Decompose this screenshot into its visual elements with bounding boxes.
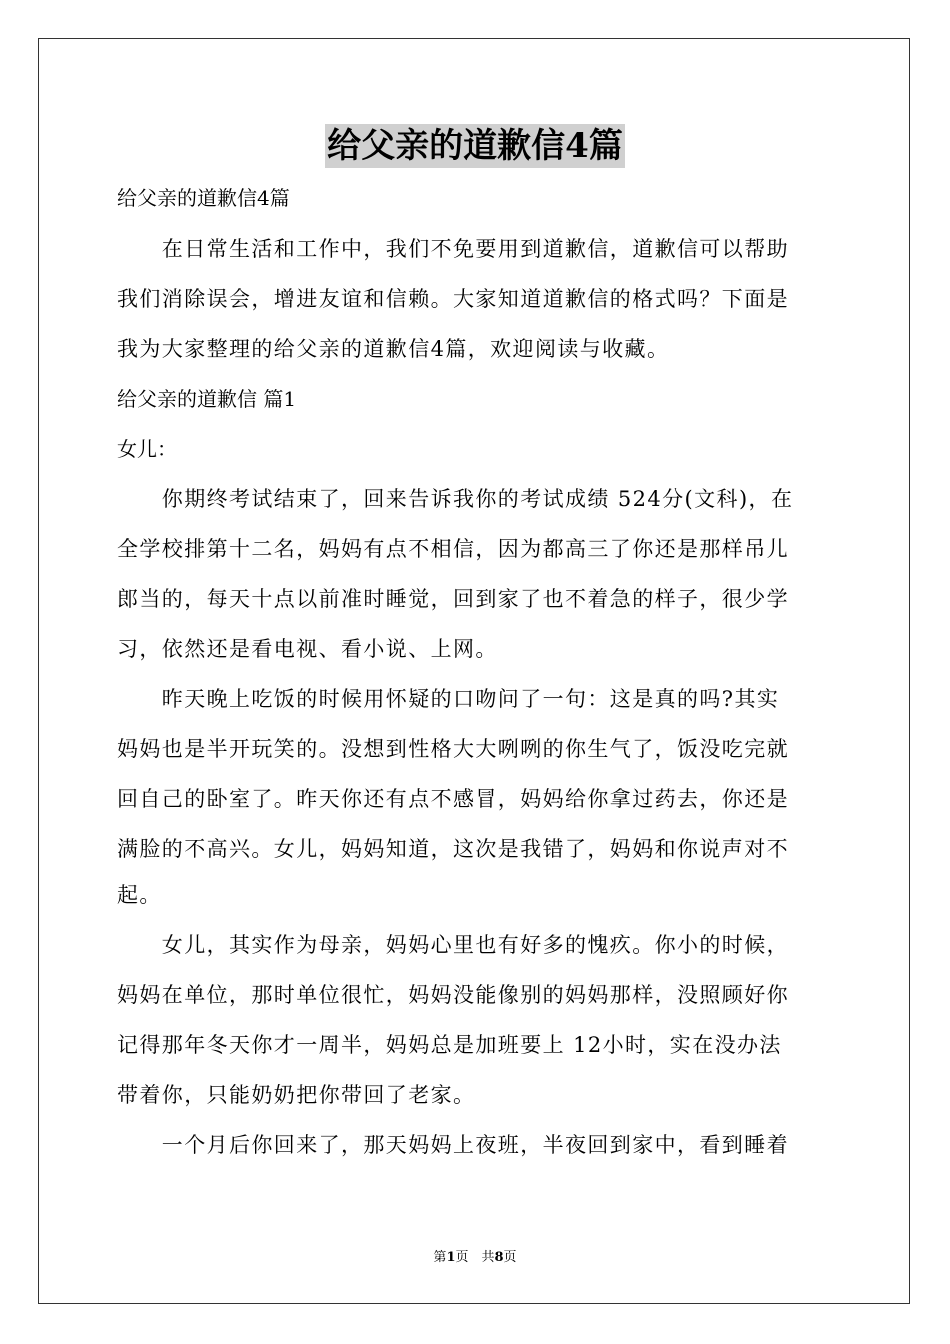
paragraph-line: 记得那年冬天你才一周半，妈妈总是加班要上 12小时，实在没办法 — [117, 1033, 782, 1057]
salutation: 女儿： — [117, 437, 177, 461]
document-title: 给父亲的道歉信4篇 — [327, 126, 623, 166]
paragraph-line: 我们消除误会，增进友谊和信赖。大家知道道歉信的格式吗？下面是 — [117, 287, 789, 311]
paragraph-line: 女儿，其实作为母亲，妈妈心里也有好多的愧疚。你小的时候， — [117, 933, 789, 957]
paragraph-line: 一个月后你回来了，那天妈妈上夜班，半夜回到家中，看到睡着 — [117, 1133, 789, 1157]
section-heading: 给父亲的道歉信 篇1 — [117, 387, 297, 411]
footer-page-suffix: 页 — [503, 1250, 517, 1265]
page-border — [38, 38, 910, 1304]
paragraph-line: 全学校排第十二名，妈妈有点不相信，因为都高三了你还是那样吊儿 — [117, 537, 789, 561]
footer-page-current: 1 — [446, 1250, 456, 1265]
paragraph-line: 我为大家整理的给父亲的道歉信4篇，欢迎阅读与收藏。 — [117, 337, 670, 361]
paragraph-line: 郎当的，每天十点以前准时睡觉，回到家了也不着急的样子，很少学 — [117, 587, 789, 611]
title-container — [0, 124, 950, 168]
paragraph-line: 妈妈也是半开玩笑的。没想到性格大大咧咧的你生气了，饭没吃完就 — [117, 737, 789, 761]
paragraph-line: 回自己的卧室了。昨天你还有点不感冒，妈妈给你拿过药去，你还是 — [117, 787, 789, 811]
footer-page-prefix: 第 — [433, 1250, 447, 1265]
paragraph-line: 满脸的不高兴。女儿，妈妈知道，这次是我错了，妈妈和你说声对不 — [117, 837, 789, 861]
paragraph-line: 习，依然还是看电视、看小说、上网。 — [117, 637, 498, 661]
paragraph-line: 在日常生活和工作中，我们不免要用到道歉信，道歉信可以帮助 — [117, 237, 789, 261]
paragraph-line: 昨天晚上吃饭的时候用怀疑的口吻问了一句：这是真的吗?其实 — [117, 687, 780, 711]
paragraph-line: 妈妈在单位，那时单位很忙，妈妈没能像别的妈妈那样，没照顾好你 — [117, 983, 789, 1007]
paragraph-line: 你期终考试结束了，回来告诉我你的考试成绩 524分(文科)，在 — [117, 487, 794, 511]
footer-page-total: 8 — [494, 1250, 504, 1265]
document-subtitle: 给父亲的道歉信4篇 — [117, 186, 290, 210]
paragraph-line: 带着你，只能奶奶把你带回了老家。 — [117, 1083, 476, 1107]
page-footer — [0, 1246, 950, 1265]
footer-page-mid: 页 共 — [455, 1250, 495, 1265]
paragraph-line: 起。 — [117, 883, 162, 907]
